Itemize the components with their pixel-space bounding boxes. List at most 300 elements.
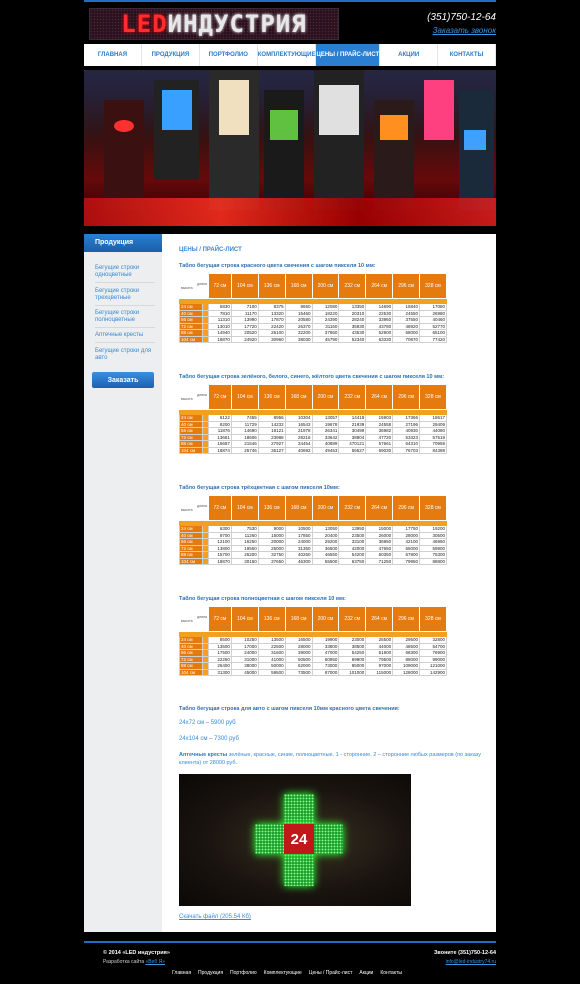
price-cell: 46950: [420, 539, 447, 546]
price-cell: 121000: [420, 663, 447, 670]
price-cell: 26980: [420, 310, 447, 317]
price-cell: 54250: [339, 650, 366, 657]
price-cell: 38500: [339, 643, 366, 650]
footer-nav: [172, 970, 402, 976]
price-cell: 30500: [420, 532, 447, 539]
price-cell: 26341: [312, 428, 339, 435]
price-cell: 15000: [258, 532, 285, 539]
footer-email[interactable]: info@led-industry74.ru: [445, 959, 496, 965]
price-cell: 43530: [339, 330, 366, 337]
price-cell: 38000: [231, 663, 258, 670]
price-cell: 29500: [393, 637, 420, 644]
price-cell: 40889: [312, 441, 339, 448]
price-cell: 63750: [339, 558, 366, 565]
row-header: 40 см: [180, 310, 203, 317]
main-nav: [84, 44, 496, 66]
footer-nav-prices[interactable]: Цены / Прайс-лист: [308, 970, 353, 976]
footer-nav-promotions[interactable]: Акции: [359, 970, 374, 976]
price-cell: 27927: [258, 441, 285, 448]
price-cell: 41000: [258, 656, 285, 663]
price-cell: 8375: [258, 304, 285, 311]
price-cell: 56527: [339, 447, 366, 454]
row-header: 72 см: [180, 545, 203, 552]
column-header: 296 см: [393, 607, 420, 632]
row-header: 88 см: [180, 663, 203, 670]
price-cell: 49453: [312, 447, 339, 454]
table-title: Табло бегущая строка красного цвета свечения с шагом пикселя 10 мм:: [179, 263, 376, 269]
price-cell: 42000: [339, 545, 366, 552]
pharmacy-cross-description: Аптечные кресты зелёные, красные, синие, полноцветные. 1 - сторонние, 2 – сторонние любых размеров (по заказу клиента) от 28000 руб.: [179, 752, 481, 766]
price-cell: 85000: [339, 663, 366, 670]
price-cell: 63330: [366, 336, 393, 343]
price-cell: 40460: [420, 317, 447, 324]
price-cell: 19678: [312, 421, 339, 428]
column-header: 200 см: [312, 274, 339, 299]
price-cell: 36500: [312, 545, 339, 552]
price-cell: 18870: [209, 558, 232, 565]
price-cell: 6122: [209, 415, 232, 422]
column-header: 72 см: [209, 607, 232, 632]
column-header: 232 см: [339, 274, 366, 299]
price-cell: 25746: [231, 447, 258, 454]
column-header: 264 см: [366, 385, 393, 410]
price-cell: 11876: [209, 428, 232, 435]
price-cell: 37860: [312, 330, 339, 337]
price-cell: 13057: [312, 415, 339, 422]
price-cell: 30150: [231, 558, 258, 565]
price-cell: 13050: [312, 526, 339, 533]
footer-nav-home[interactable]: Главная: [172, 970, 192, 976]
row-header: 72 см: [180, 323, 203, 330]
table-row: [180, 447, 447, 454]
price-cell: 99000: [420, 656, 447, 663]
price-cell: 16500: [285, 637, 312, 644]
sidebar-title: Продукция: [84, 234, 162, 252]
row-header: 40 см: [180, 532, 203, 539]
nav-portfolio[interactable]: ПОРТФОЛИО: [200, 44, 258, 66]
row-header: 72 см: [180, 656, 203, 663]
price-cell: 32200: [285, 330, 312, 337]
footer-phone: Звоните (351)750-12-64: [433, 950, 496, 956]
footer-accent-line: [84, 941, 496, 943]
price-cell: 13950: [339, 526, 366, 533]
row-header: 104 см: [180, 336, 203, 343]
nav-products[interactable]: ПРОДУКЦИЯ: [142, 44, 200, 66]
column-header: 104 см: [231, 607, 258, 632]
column-header: 328 см: [420, 385, 447, 410]
price-cell: 470121: [339, 441, 366, 448]
price-cell: 45790: [312, 336, 339, 343]
price-cell: 77420: [420, 336, 447, 343]
divider: [95, 327, 155, 328]
price-cell: 60950: [312, 656, 339, 663]
price-cell: 21546: [231, 441, 258, 448]
price-cell: 7100: [231, 304, 258, 311]
price-cell: 7810: [209, 310, 232, 317]
sidebar-item-pharmacy-crosses[interactable]: Аптечные кресты: [95, 332, 144, 338]
row-header: 88 см: [180, 552, 203, 559]
price-cell: 14690: [231, 428, 258, 435]
price-cell: 45000: [231, 669, 258, 676]
price-cell: 29409: [420, 421, 447, 428]
column-header: 72 см: [209, 496, 232, 521]
divider: [95, 282, 155, 283]
price-cell: 115000: [366, 669, 393, 676]
price-cell: 22500: [258, 643, 285, 650]
price-cell: 26100: [258, 330, 285, 337]
price-cell: 20580: [285, 317, 312, 324]
price-cell: 38804: [339, 434, 366, 441]
table-title: Табло бегущая строка полноцветная с шагом пикселя 10 мм:: [179, 596, 346, 602]
page-title: ЦЕНЫ / ПРАЙС-ЛИСТ: [179, 247, 242, 253]
footer-nav-portfolio[interactable]: Портфолио: [230, 970, 257, 976]
divider: [95, 305, 155, 306]
price-cell: 28240: [339, 317, 366, 324]
nav-home[interactable]: ГЛАВНАЯ: [84, 44, 142, 66]
price-cell: 73500: [285, 669, 312, 676]
price-cell: 73000: [312, 663, 339, 670]
price-cell: 61900: [366, 650, 393, 657]
price-cell: 62000: [285, 663, 312, 670]
price-cell: 14690: [366, 304, 393, 311]
price-cell: 9000: [258, 526, 285, 533]
price-cell: 69030: [366, 447, 393, 454]
price-cell: 13350: [339, 304, 366, 311]
nav-contacts[interactable]: КОНТАКТЫ: [438, 44, 496, 66]
price-cell: 76900: [420, 650, 447, 657]
price-cell: 34454: [285, 441, 312, 448]
price-cell: 20310: [339, 310, 366, 317]
price-cell: 11260: [231, 532, 258, 539]
column-header: 136 см: [258, 274, 285, 299]
price-cell: 19900: [312, 637, 339, 644]
price-cell: 13800: [209, 545, 232, 552]
price-cell: 19550: [231, 545, 258, 552]
price-cell: 36950: [366, 539, 393, 546]
column-header: 168 см: [285, 385, 312, 410]
column-header: 296 см: [393, 496, 420, 521]
footer-nav-contacts[interactable]: Контакты: [380, 970, 402, 976]
price-cell: 57519: [420, 434, 447, 441]
price-cell: 70870: [393, 336, 420, 343]
footer-nav-products[interactable]: Продукция: [198, 970, 224, 976]
price-cell: 10304: [285, 415, 312, 422]
price-cell: 25200: [231, 552, 258, 559]
price-cell: 29200: [312, 539, 339, 546]
price-cell: 33800: [312, 643, 339, 650]
row-header: 24 см: [180, 637, 203, 644]
sidebar-item-three-color[interactable]: Бегущие строки трехцветные: [95, 288, 140, 301]
column-header: 296 см: [393, 385, 420, 410]
price-cell: 36982: [366, 428, 393, 435]
price-cell: 28216: [285, 434, 312, 441]
price-cell: 15903: [366, 415, 393, 422]
price-cell: 11310: [209, 317, 232, 324]
price-cell: 13010: [209, 323, 232, 330]
price-cell: 22530: [366, 310, 393, 317]
price-cell: 31350: [285, 545, 312, 552]
price-cell: 22250: [209, 656, 232, 663]
price-cell: 11170: [231, 310, 258, 317]
column-header: 200 см: [312, 496, 339, 521]
price-cell: 15840: [393, 304, 420, 311]
price-cell: 25000: [258, 545, 285, 552]
download-file-link[interactable]: Скачать файл (205.54 Кб): [179, 914, 251, 920]
column-header: 328 см: [420, 274, 447, 299]
pharmacy-cross-photo: 24: [179, 774, 411, 906]
column-header: 136 см: [258, 496, 285, 521]
price-cell: 12080: [312, 304, 339, 311]
column-header: 104 см: [231, 385, 258, 410]
price-cell: 33100: [339, 539, 366, 546]
price-cell: 26000: [366, 532, 393, 539]
footer-developer: Разработка сайта «Веб Я»: [103, 959, 166, 965]
order-button[interactable]: Заказать: [92, 372, 154, 388]
price-cell: 33960: [366, 317, 393, 324]
price-cell: 59500: [258, 669, 285, 676]
price-cell: 50500: [285, 656, 312, 663]
table-corner-header: длина высота: [180, 385, 209, 410]
column-header: 232 см: [339, 385, 366, 410]
price-cell: 31160: [312, 323, 339, 330]
price-cell: 6300: [209, 526, 232, 533]
price-cell: 26370: [285, 323, 312, 330]
footer-nav-components[interactable]: Комплектующие: [263, 970, 302, 976]
price-cell: 24920: [231, 336, 258, 343]
price-cell: 52770: [420, 323, 447, 330]
price-cell: 50000: [258, 663, 285, 670]
table-row: [180, 336, 447, 343]
price-cell: 18874: [209, 447, 232, 454]
column-header: 104 см: [231, 496, 258, 521]
price-table: [179, 495, 447, 565]
price-cell: 42100: [393, 539, 420, 546]
price-cell: 64310: [393, 441, 420, 448]
price-cell: 27196: [393, 421, 420, 428]
price-cell: 48920: [393, 323, 420, 330]
price-cell: 7455: [231, 415, 258, 422]
column-header: 264 см: [366, 607, 393, 632]
price-cell: 54200: [339, 552, 366, 559]
price-cell: 12100: [209, 539, 232, 546]
column-header: 328 см: [420, 607, 447, 632]
price-cell: 46300: [285, 558, 312, 565]
row-header: 72 см: [180, 434, 203, 441]
price-cell: 68300: [393, 650, 420, 657]
price-cell: 88800: [420, 558, 447, 565]
column-header: 168 см: [285, 607, 312, 632]
row-header: 88 см: [180, 330, 203, 337]
price-cell: 31600: [258, 650, 285, 657]
price-cell: 69900: [339, 656, 366, 663]
price-cell: 52900: [366, 330, 393, 337]
column-header: 232 см: [339, 496, 366, 521]
price-cell: 87000: [312, 669, 339, 676]
price-cell: 18606: [231, 434, 258, 441]
price-cell: 54700: [420, 643, 447, 650]
callback-link[interactable]: Заказать звонок: [432, 26, 496, 35]
price-cell: 8956: [258, 415, 285, 422]
price-cell: 17870: [258, 317, 285, 324]
nav-promotions[interactable]: АКЦИИ: [380, 44, 438, 66]
price-cell: 9650: [285, 304, 312, 311]
price-cell: 24558: [366, 421, 393, 428]
price-cell: 18220: [312, 310, 339, 317]
price-cell: 24390: [312, 317, 339, 324]
price-cell: 17500: [209, 650, 232, 657]
table-corner-header: длина высота: [180, 274, 209, 299]
price-cell: 5830: [209, 304, 232, 311]
price-cell: 24550: [393, 310, 420, 317]
row-header: 24 см: [180, 304, 203, 311]
row-header: 104 см: [180, 447, 203, 454]
price-cell: 15460: [285, 310, 312, 317]
price-cell: 44000: [366, 643, 393, 650]
price-cell: 47650: [366, 545, 393, 552]
price-cell: 55500: [312, 558, 339, 565]
price-cell: 101000: [339, 669, 366, 676]
column-header: 296 см: [393, 274, 420, 299]
nav-components[interactable]: КОМПЛЕКТУЮЩИЕ: [258, 44, 317, 66]
column-header: 232 см: [339, 607, 366, 632]
price-cell: 37550: [393, 317, 420, 324]
price-cell: 22420: [258, 323, 285, 330]
price-cell: 24000: [231, 650, 258, 657]
price-cell: 28000: [285, 643, 312, 650]
price-cell: 31000: [231, 656, 258, 663]
price-cell: 8500: [209, 637, 232, 644]
table-row: [180, 558, 447, 565]
price-cell: 14418: [339, 415, 366, 422]
price-cell: 13661: [209, 434, 232, 441]
developer-link[interactable]: «Веб Я»: [145, 959, 166, 965]
price-cell: 18870: [209, 336, 232, 343]
price-cell: 40250: [285, 552, 312, 559]
price-cell: 26400: [209, 663, 232, 670]
site-logo[interactable]: LED ИНДУСТРИЯ: [89, 8, 339, 40]
price-cell: 79500: [366, 656, 393, 663]
price-cell: 44080: [420, 428, 447, 435]
price-cell: 47720: [366, 434, 393, 441]
price-cell: 11729: [231, 421, 258, 428]
price-table: [179, 606, 447, 676]
price-cell: 46550: [312, 552, 339, 559]
sidebar-item-single-color[interactable]: Бегущие строки одноцветные: [95, 265, 140, 278]
price-cell: 20520: [231, 330, 258, 337]
price-cell: 19121: [258, 428, 285, 435]
price-cell: 20000: [258, 539, 285, 546]
price-cell: 23500: [339, 532, 366, 539]
column-header: 200 см: [312, 385, 339, 410]
price-cell: 43780: [366, 323, 393, 330]
price-cell: 109000: [393, 663, 420, 670]
price-cell: 40692: [285, 447, 312, 454]
price-cell: 32750: [258, 552, 285, 559]
row-header: 56 см: [180, 539, 203, 546]
price-cell: 17750: [393, 526, 420, 533]
price-cell: 15700: [209, 552, 232, 559]
price-cell: 53323: [393, 434, 420, 441]
price-cell: 13320: [258, 310, 285, 317]
price-cell: 55000: [393, 545, 420, 552]
sidebar-item-full-color[interactable]: Бегущие строки полноцветные: [95, 310, 140, 323]
row-header: 56 см: [180, 428, 203, 435]
price-cell: 71250: [366, 558, 393, 565]
price-cell: 21939: [339, 421, 366, 428]
price-cell: 128000: [393, 669, 420, 676]
price-cell: 26500: [366, 637, 393, 644]
price-cell: 16543: [285, 421, 312, 428]
auto-price-line: 24х104 см – 7300 руб: [179, 736, 239, 742]
column-header: 328 см: [420, 496, 447, 521]
price-cell: 15687: [209, 441, 232, 448]
price-cell: 10500: [285, 526, 312, 533]
price-cell: 23000: [339, 637, 366, 644]
nav-prices[interactable]: ЦЕНЫ / ПРАЙС-ЛИСТ: [316, 44, 380, 66]
price-cell: 7530: [231, 526, 258, 533]
price-cell: 33642: [312, 434, 339, 441]
price-cell: 76703: [393, 447, 420, 454]
price-cell: 79950: [393, 558, 420, 565]
price-cell: 30499: [339, 428, 366, 435]
price-cell: 38030: [285, 336, 312, 343]
row-header: 24 см: [180, 526, 203, 533]
price-cell: 28000: [393, 532, 420, 539]
price-cell: 39000: [285, 650, 312, 657]
price-cell: 58000: [393, 330, 420, 337]
row-header: 40 см: [180, 421, 203, 428]
price-cell: 65100: [420, 330, 447, 337]
column-header: 104 см: [231, 274, 258, 299]
column-header: 72 см: [209, 274, 232, 299]
row-header: 56 см: [180, 650, 203, 657]
row-header: 24 см: [180, 415, 203, 422]
price-cell: 60350: [366, 552, 393, 559]
price-cell: 17366: [393, 415, 420, 422]
price-cell: 20400: [312, 532, 339, 539]
price-cell: 17080: [420, 304, 447, 311]
table-corner-header: длина высота: [180, 607, 209, 632]
price-cell: 14940: [209, 330, 232, 337]
table-corner-header: длина высота: [180, 496, 209, 521]
divider: [95, 342, 155, 343]
row-header: 40 см: [180, 643, 203, 650]
column-header: 136 см: [258, 607, 285, 632]
price-cell: 31300: [209, 669, 232, 676]
sidebar: [84, 234, 162, 932]
price-cell: 57661: [366, 441, 393, 448]
price-cell: 40930: [393, 428, 420, 435]
price-table: [179, 384, 447, 454]
row-header: 104 см: [180, 669, 203, 676]
column-header: 200 см: [312, 607, 339, 632]
price-cell: 18617: [420, 415, 447, 422]
price-cell: 59900: [420, 545, 447, 552]
footer-copyright: © 2014 «LED индустрия»: [103, 950, 170, 956]
price-cell: 24000: [285, 539, 312, 546]
price-cell: 17850: [285, 532, 312, 539]
price-cell: 70959: [420, 441, 447, 448]
column-header: 264 см: [366, 274, 393, 299]
table-title: Табло бегущая строка зелёного, белого, синего, жёлтого цвета свечения с шагом пикселя 10 мм:: [179, 374, 445, 380]
column-header: 264 см: [366, 496, 393, 521]
column-header: 168 см: [285, 274, 312, 299]
sidebar-item-auto[interactable]: Бегущие строки для авто: [95, 348, 152, 361]
price-cell: 14232: [258, 421, 285, 428]
row-header: 88 см: [180, 441, 203, 448]
row-header: 104 см: [180, 558, 203, 565]
price-cell: 35127: [258, 447, 285, 454]
